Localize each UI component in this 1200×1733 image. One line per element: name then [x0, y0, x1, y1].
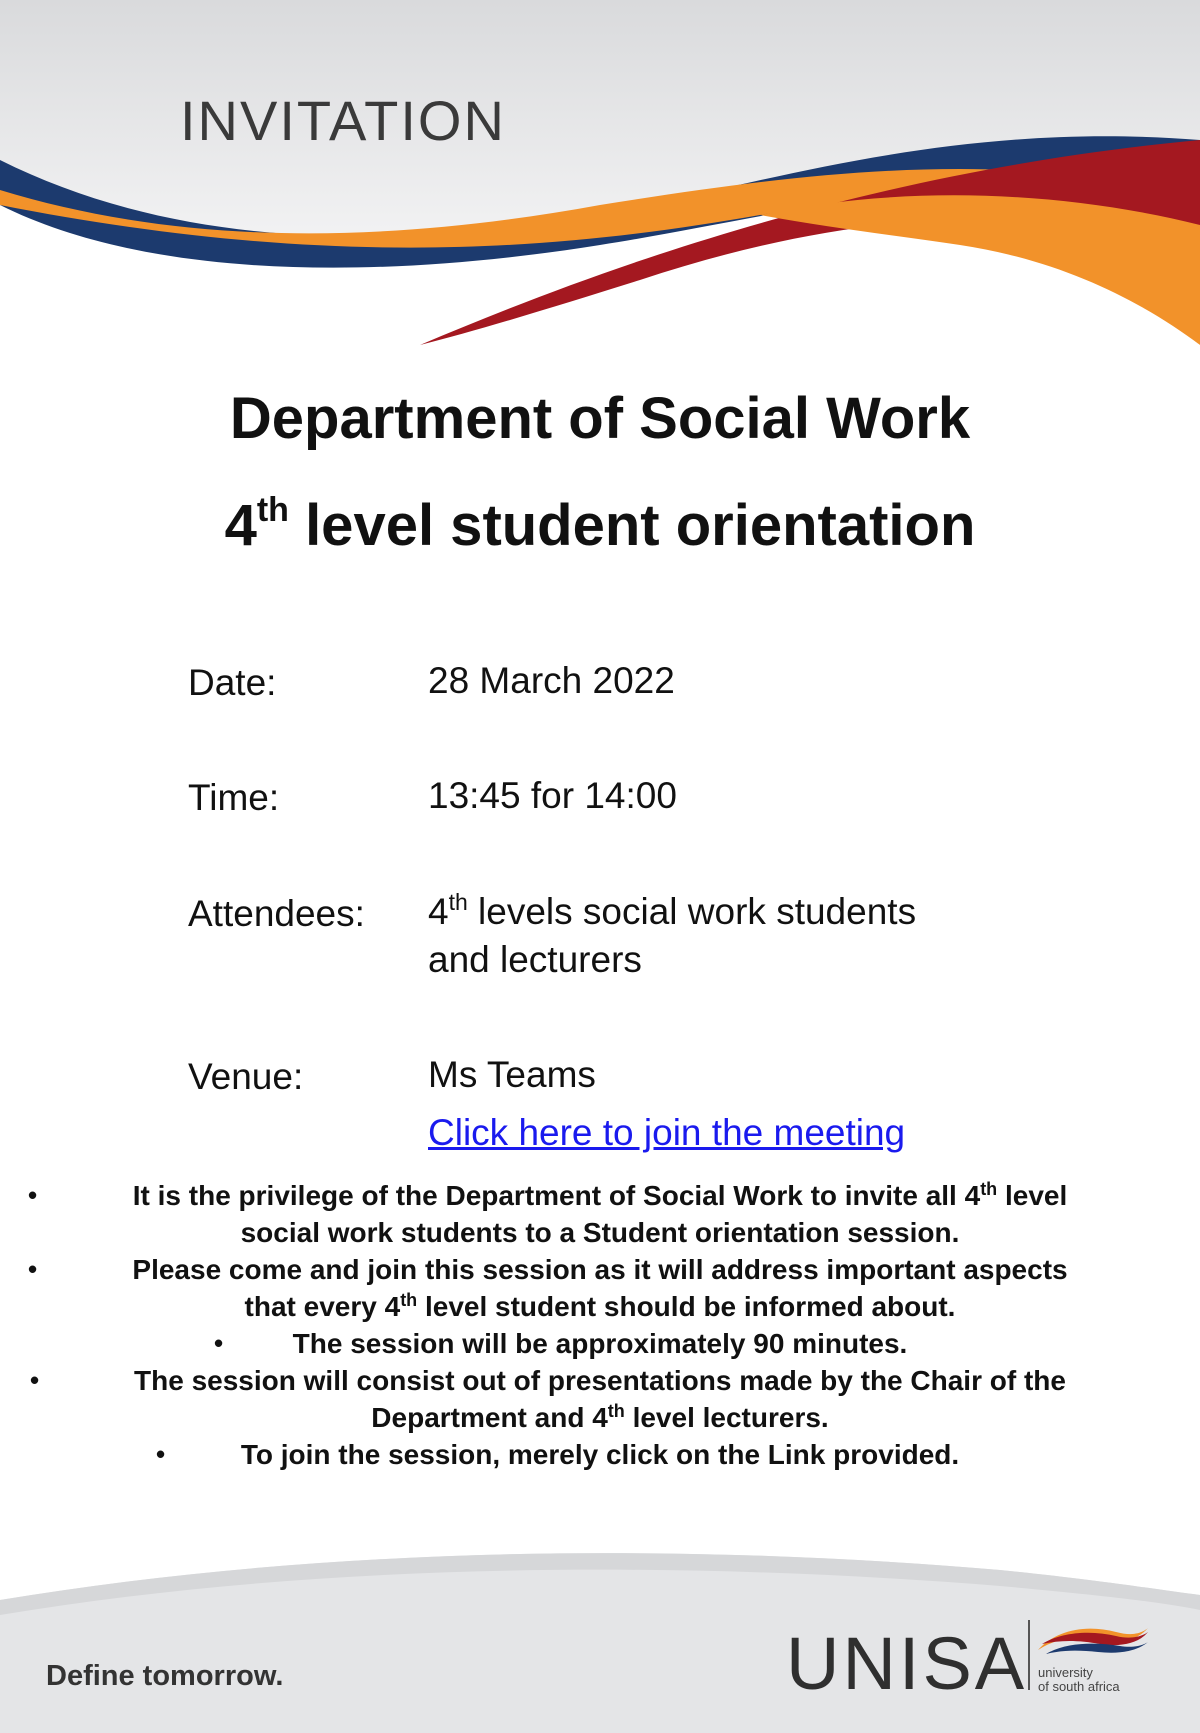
time-value: 13:45 for 14:00	[428, 775, 677, 816]
bullet-3: • The session will be approximately 90 minutes.	[0, 1325, 1200, 1362]
bullet-1-line-1: • It is the privilege of the Department of Social Work to invite all 4th level	[0, 1177, 1200, 1214]
bullet-icon: •	[214, 1328, 224, 1358]
bullet-4-line-1: • The session will consist out of presentations made by the Chair of the	[0, 1362, 1200, 1399]
join-meeting-link[interactable]: Click here to join the meeting	[428, 1112, 906, 1153]
header-swoosh-graphic	[0, 0, 1200, 360]
time-label: Time:	[188, 777, 280, 818]
bullet-icon: •	[30, 1365, 40, 1395]
attendees-label: Attendees:	[188, 893, 365, 934]
unisa-logo-subtitle: university of south africa	[1038, 1665, 1120, 1694]
bullet-2-line-2: that every 4th level student should be informed about.	[244, 1290, 956, 1322]
venue-label: Venue:	[188, 1056, 304, 1097]
bullet-5: • To join the session, merely click on the Link provided.	[0, 1436, 1200, 1473]
tagline: Define tomorrow.	[46, 1660, 284, 1692]
bullet-1-line-2: social work students to a Student orientation session.	[240, 1217, 960, 1248]
bullet-4-line-2: Department and 4th level lecturers.	[371, 1401, 829, 1433]
bullet-icon: •	[156, 1439, 166, 1469]
date-value: 28 March 2022	[428, 660, 675, 701]
info-bullet-list	[0, 1177, 1200, 1473]
venue-value: Ms Teams	[428, 1054, 596, 1095]
attendees-value: 4th levels social work students and lecturers	[428, 889, 917, 980]
logo-divider	[1028, 1620, 1030, 1690]
bullet-icon: •	[28, 1254, 38, 1284]
invitation-heading: INVITATION	[180, 89, 506, 152]
join-meeting-link-wrap	[428, 1109, 905, 1157]
bullet-2-line-1: • Please come and join this session as it will address important aspects	[0, 1251, 1200, 1288]
unisa-swoosh-icon	[1036, 1620, 1151, 1660]
orientation-title: 4th level student orientation	[224, 491, 976, 558]
bullet-icon: •	[28, 1180, 38, 1210]
date-label: Date:	[188, 662, 277, 703]
unisa-logo-text: UNISA	[786, 1622, 1028, 1705]
department-title: Department of Social Work	[229, 386, 971, 451]
